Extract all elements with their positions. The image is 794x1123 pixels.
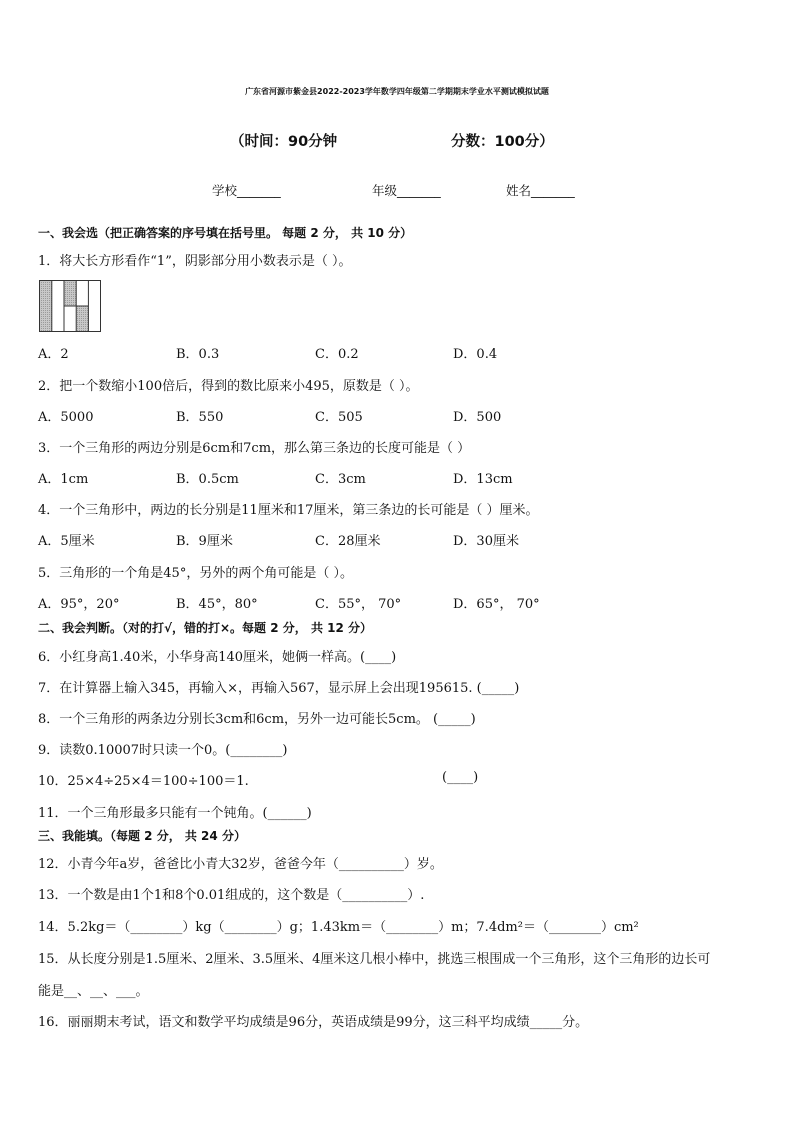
q3-option-b: B．0.5cm	[176, 472, 239, 487]
q3-option-c: C．3cm	[315, 472, 366, 487]
name-field: 姓名_______	[506, 183, 575, 198]
q5-option-c: C．55°， 70°	[315, 597, 402, 612]
q2-option-b: B．550	[176, 410, 224, 425]
question-6: 6．小红身高1.40米，小华身高140厘米，她俩一样高。(____)	[38, 650, 397, 665]
q2-option-d: D．500	[453, 410, 502, 425]
question-14: 14．5.2kg＝（________）kg（________）g；1.43km＝（________）m；7.4dm²＝（________）cm²	[38, 920, 639, 935]
exam-title: 广东省河源市紫金县2022-2023学年数学四年级第二学期期末学业水平测试模拟试题	[245, 87, 549, 96]
q4-option-d: D．30厘米	[453, 534, 519, 549]
section-1-heading: 一、我会选（把正确答案的序号填在括号里。 每题 2 分， 共 10 分）	[38, 226, 413, 240]
q4-option-b: B．9厘米	[176, 534, 233, 549]
q4-option-a: A．5厘米	[38, 534, 95, 549]
exam-time: （时间：90分钟	[230, 134, 338, 150]
q3-option-d: D．13cm	[453, 472, 513, 487]
q1-option-c: C．0.2	[315, 347, 359, 362]
q2-option-c: C．505	[315, 410, 363, 425]
question-1: 1．将大长方形看作“1”，阴影部分用小数表示是（ ）。	[38, 254, 352, 269]
q2-option-a: A．5000	[38, 410, 94, 425]
question-10-blank: (____)	[442, 770, 479, 785]
question-13: 13．一个数是由1个1和8个0.01组成的，这个数是（__________）.	[38, 888, 425, 903]
q1-option-b: B．0.3	[176, 347, 220, 362]
q1-option-a: A．2	[38, 347, 69, 362]
exam-score: 分数：100分）	[451, 134, 554, 150]
question-8: 8．一个三角形的两条边分别长3cm和6cm，另外一边可能长5cm。 (_____)	[38, 712, 476, 727]
question-5: 5．三角形的一个角是45°，另外的两个角可能是（ ）。	[38, 566, 353, 581]
question-15-line-2: 能是__、__、___。	[38, 984, 149, 999]
question-11: 11．一个三角形最多只能有一个钝角。(______)	[38, 806, 312, 821]
q5-option-d: D．65°， 70°	[453, 597, 540, 612]
section-2-heading: 二、我会判断。（对的打√，错的打×。每题 2 分， 共 12 分）	[38, 621, 372, 635]
shaded-rectangle-figure	[39, 280, 101, 332]
question-7: 7．在计算器上输入345，再输入×，再输入567，显示屏上会出现195615. (_____)	[38, 681, 520, 696]
question-12: 12．小青今年a岁，爸爸比小青大32岁，爸爸今年（__________）岁。	[38, 857, 443, 872]
q3-option-a: A．1cm	[38, 472, 89, 487]
grade-field: 年级_______	[372, 183, 441, 198]
q5-option-b: B．45°，80°	[176, 597, 258, 612]
school-field: 学校_______	[212, 183, 281, 198]
q5-option-a: A．95°，20°	[38, 597, 120, 612]
q1-option-d: D．0.4	[453, 347, 498, 362]
q4-option-c: C．28厘米	[315, 534, 381, 549]
question-15-line-1: 15．从长度分别是1.5厘米、2厘米、3.5厘米、4厘米这几根小棒中，挑选三根围成一个三角形，这个三角形的边长可	[38, 952, 711, 967]
section-3-heading: 三、我能填。（每题 2 分， 共 24 分）	[38, 829, 246, 843]
question-16: 16．丽丽期末考试，语文和数学平均成绩是96分，英语成绩是99分，这三科平均成绩_____分。	[38, 1015, 589, 1030]
question-9: 9．读数0.10007时只读一个0。(________)	[38, 743, 288, 758]
question-4: 4．一个三角形中，两边的长分别是11厘米和17厘米，第三条边的长可能是（ ）厘米。	[38, 503, 539, 518]
question-3: 3．一个三角形的两边分别是6cm和7cm，那么第三条边的长度可能是（ ）	[38, 441, 471, 456]
question-10: 10．25×4÷25×4＝100÷100＝1.	[38, 774, 249, 789]
question-2: 2．把一个数缩小100倍后，得到的数比原来小495，原数是（ ）。	[38, 379, 419, 394]
